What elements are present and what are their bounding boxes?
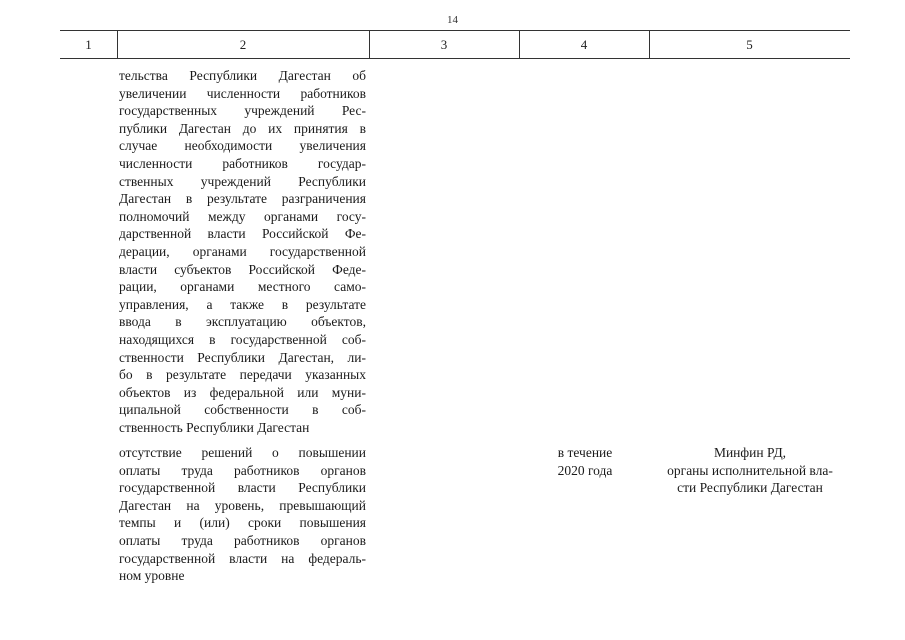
deadline-line: 2020 года: [557, 462, 613, 478]
deadline-cell: [545, 444, 625, 479]
text-line: управления, а также в результате: [119, 296, 366, 312]
measure-text-salary: [119, 444, 366, 585]
text-line: ственность Республики Дагестан: [119, 419, 310, 435]
text-line: государственных учреждений Рес-: [119, 103, 366, 119]
responsible-cell: [650, 444, 850, 497]
text-line: государственной власти на федераль-: [119, 550, 366, 566]
column-header-2: 2: [117, 31, 370, 58]
text-line: оплаты труда работников органов: [119, 462, 366, 478]
text-line: дарственной власти Российской Фе-: [119, 226, 366, 242]
responsible-line: Минфин РД,: [713, 445, 787, 460]
text-line: рации, органами местного само-: [119, 279, 366, 295]
text-line: ном уровне: [119, 568, 185, 584]
text-line: государственной власти Республики: [119, 480, 366, 496]
column-header-1: 1: [60, 31, 118, 58]
column-header-5: 5: [746, 37, 753, 52]
text-line: дерации, органами государственной: [119, 243, 366, 259]
text-line: увеличении численности работников: [119, 85, 366, 101]
text-line: тельства Республики Дагестан об: [119, 68, 366, 83]
deadline-line: в течение: [557, 445, 613, 460]
text-line: ципальной собственности в соб-: [119, 402, 366, 418]
responsible-line: органы исполнительной вла-: [667, 462, 833, 478]
text-line: находящихся в государственной соб-: [119, 331, 366, 347]
text-line: ввода в эксплуатацию объектов,: [119, 314, 366, 330]
text-line: Дагестан в результате разграничения: [119, 191, 366, 207]
column-header-3: 3: [369, 31, 520, 58]
text-line: ственных учреждений Республики: [119, 173, 366, 189]
responsible-line: сти Республики Дагестан: [677, 480, 823, 496]
text-line: численности работников государ-: [119, 155, 366, 171]
text-line: случае необходимости увеличения: [119, 138, 366, 154]
text-line: Дагестан на уровень, превышающий: [119, 497, 366, 513]
text-line: темпы и (или) сроки повышения: [119, 515, 366, 531]
table-header-row: [60, 30, 850, 59]
text-line: объектов из федеральной или муни-: [119, 384, 366, 400]
page-number: 14: [447, 14, 458, 26]
text-line: оплаты труда работников органов: [119, 532, 366, 548]
text-line: публики Дагестан до их принятия в: [119, 120, 366, 136]
text-line: полномочий между органами госу-: [119, 208, 366, 224]
measure-text-continued: [119, 67, 366, 436]
text-line: власти субъектов Российской Феде-: [119, 261, 366, 277]
text-line: отсутствие решений о повышении: [119, 445, 366, 460]
text-line: бо в результате передачи указанных: [119, 367, 366, 383]
column-header-4: 4: [519, 31, 650, 58]
text-line: ственности Республики Дагестан, ли-: [119, 349, 366, 365]
